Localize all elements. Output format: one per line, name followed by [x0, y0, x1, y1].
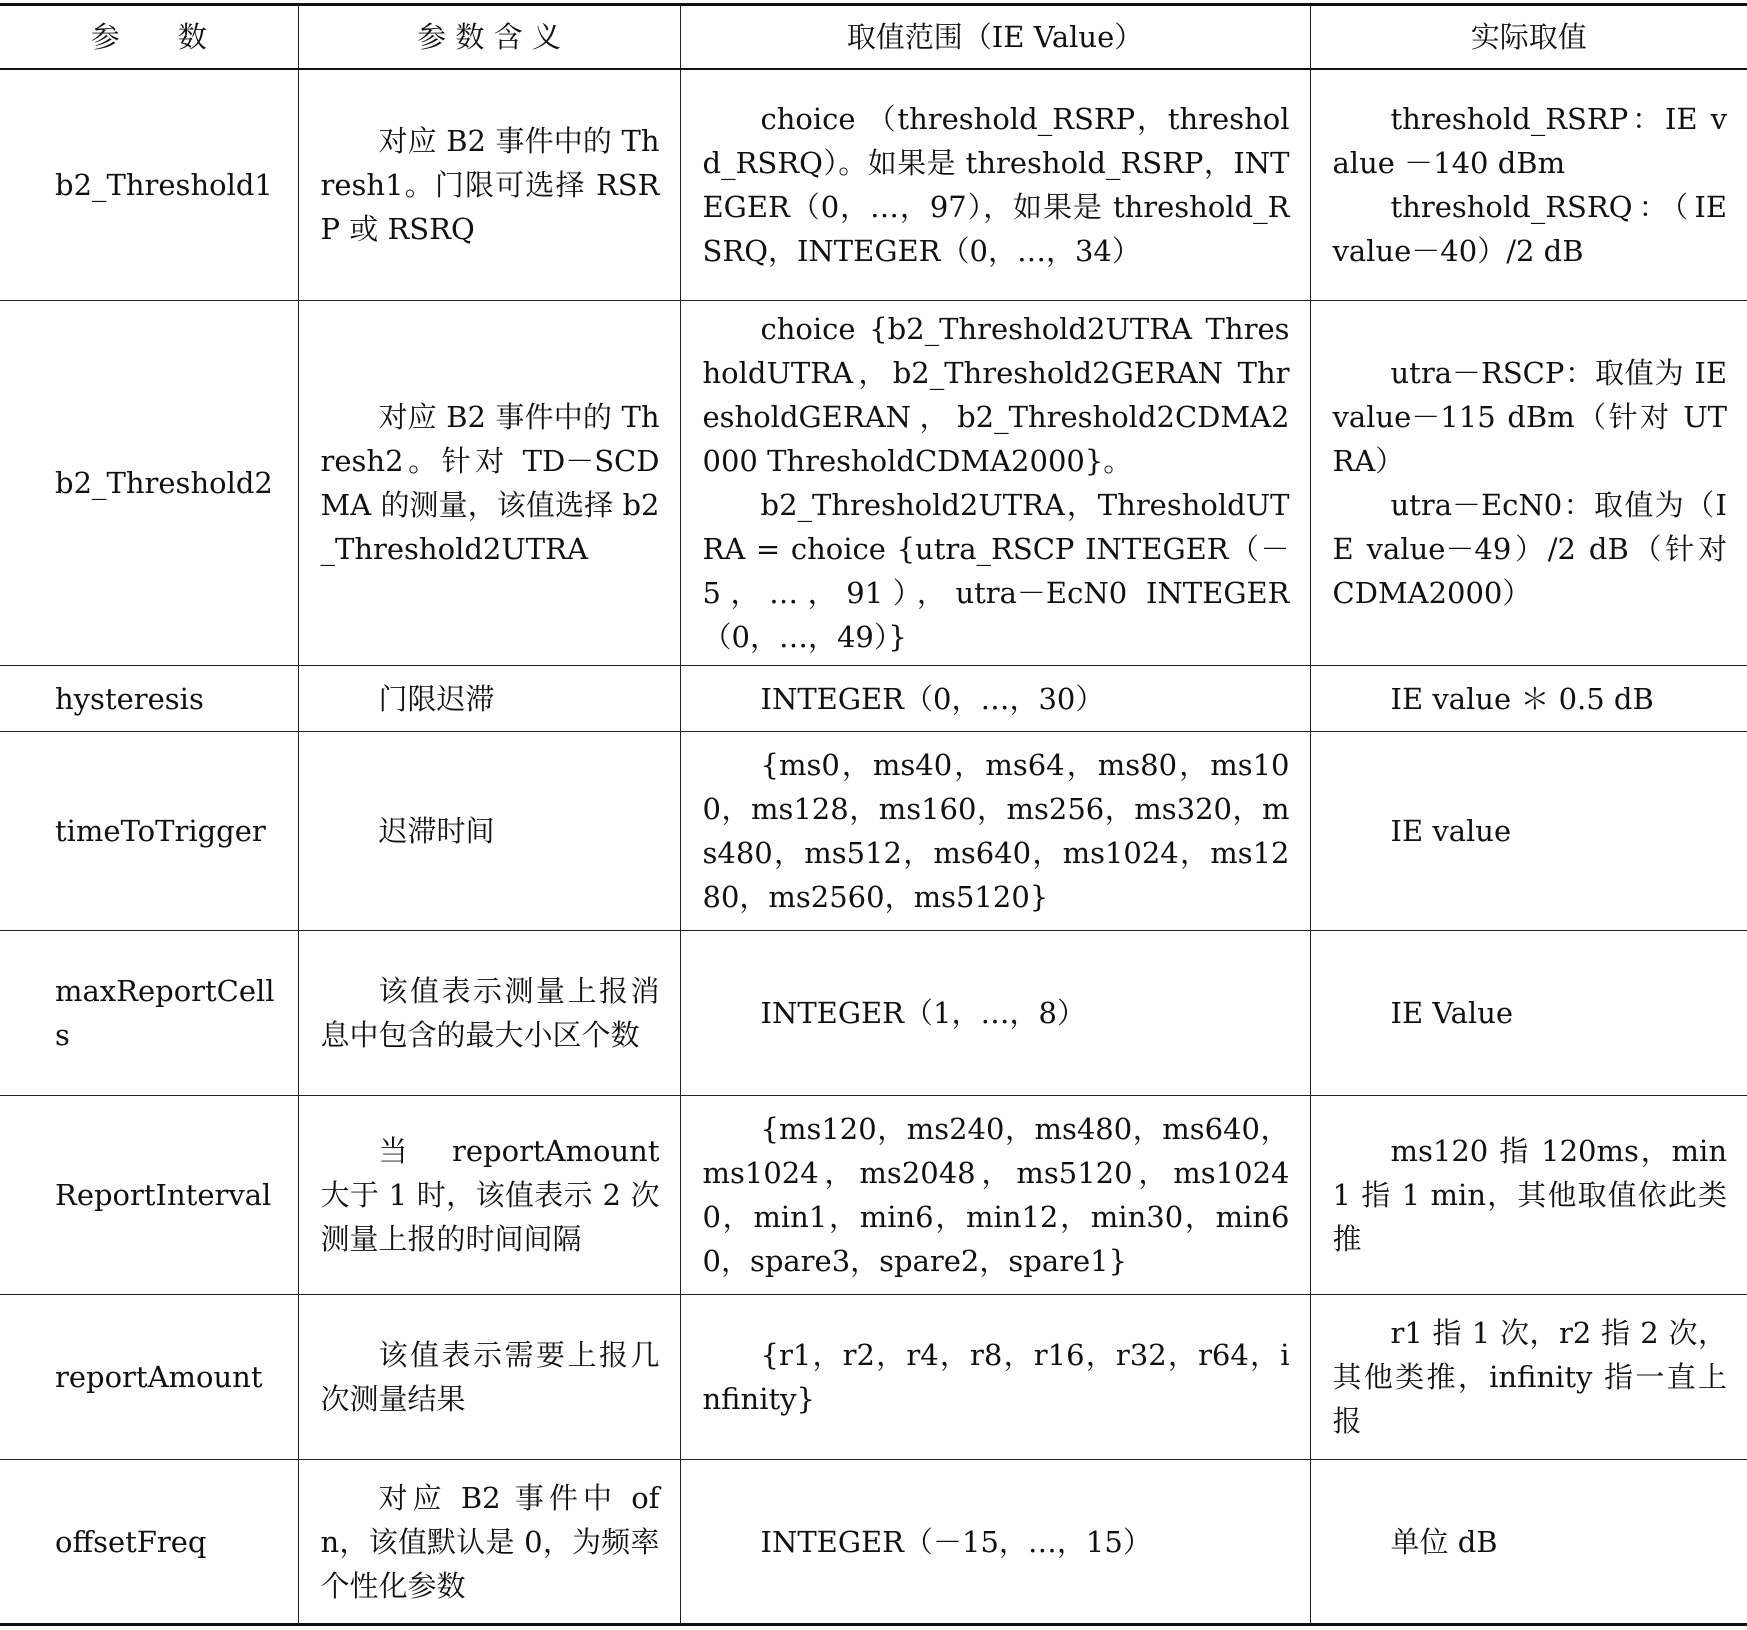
- param-range: [680, 1460, 1310, 1625]
- param-range: [680, 301, 1310, 666]
- param-meaning-text: 该值表示测量上报消息中包含的最大小区个数: [320, 974, 660, 1052]
- header-range: 取值范围（IE Value）: [680, 5, 1310, 69]
- param-actual: [1310, 931, 1747, 1096]
- param-name-text: b2_Threshold2: [55, 466, 273, 500]
- param-meaning-text: 该值表示需要上报几次测量结果: [320, 1338, 660, 1416]
- header-actual: 实际取值: [1310, 5, 1747, 69]
- param-name-text: b2_Threshold1: [55, 167, 273, 202]
- table-row: [0, 666, 1747, 732]
- param-range-text: INTEGER（1，…，8）: [760, 996, 1086, 1030]
- param-name: [0, 1460, 298, 1625]
- param-actual: [1310, 732, 1747, 931]
- param-range-text: choice （threshold_RSRP，threshold_RSRQ）。如果是 threshold_RSRP，INTEGER（0，…，97），如果是 threshold_RSRQ，INTEGER（0，…，34）: [702, 101, 1290, 268]
- param-actual-text: threshold_RSRQ：（IE value－40）/2 dB: [1332, 189, 1727, 268]
- param-actual: [1310, 1460, 1747, 1625]
- table-header-row: [0, 5, 1747, 69]
- param-meaning: [298, 666, 680, 732]
- param-name-text: offsetFreq: [55, 1524, 207, 1559]
- param-name: [0, 1295, 298, 1460]
- param-actual: [1310, 69, 1747, 301]
- param-name-text: timeToTrigger: [55, 814, 266, 848]
- param-meaning: [298, 69, 680, 301]
- param-actual-text: IE value ＊ 0.5 dB: [1390, 681, 1654, 716]
- param-name-text: reportAmount: [55, 1360, 263, 1394]
- param-range-text: {r1，r2，r4，r8，r16，r32，r64，infinity}: [702, 1338, 1290, 1416]
- parameter-table: [0, 3, 1747, 1626]
- param-range-text: INTEGER（0，…，30）: [760, 681, 1105, 716]
- table-row: [0, 931, 1747, 1096]
- param-meaning: [298, 931, 680, 1096]
- param-actual-text: IE value: [1390, 814, 1512, 848]
- param-actual-text: utra－EcN0：取值为（IE value－49）/2 dB（针对 CDMA2000）: [1332, 488, 1727, 610]
- param-actual-text: r1 指 1 次，r2 指 2 次，其他类推，infinity 指一直上报: [1332, 1316, 1727, 1438]
- table-row: [0, 1096, 1747, 1295]
- param-name-text: hysteresis: [55, 681, 204, 716]
- param-actual: [1310, 1295, 1747, 1460]
- param-meaning-text: 迟滞时间: [378, 814, 495, 848]
- param-actual: [1310, 301, 1747, 666]
- param-name-text: ReportInterval: [55, 1178, 272, 1212]
- param-meaning: [298, 301, 680, 666]
- param-name: [0, 732, 298, 931]
- param-actual-text: ms120 指 120ms，min1 指 1 min，其他取值依此类推: [1332, 1134, 1727, 1256]
- param-meaning-text: 对应 B2 事件中的 Thresh1。门限可选择 RSRP 或 RSRQ: [320, 123, 660, 246]
- header-param: 参 数: [0, 5, 298, 69]
- param-range: [680, 666, 1310, 732]
- param-name: [0, 666, 298, 732]
- param-meaning-text: 对应 B2 事件中的 Thresh2。针对 TD－SCDMA 的测量，该值选择 b2_Threshold2UTRA: [320, 400, 660, 566]
- param-name: [0, 1096, 298, 1295]
- param-meaning: [298, 732, 680, 931]
- param-range: [680, 69, 1310, 301]
- header-meaning: 参 数 含 义: [298, 5, 680, 69]
- param-actual: [1310, 1096, 1747, 1295]
- table-row: [0, 301, 1747, 666]
- param-range: [680, 1096, 1310, 1295]
- param-name: [0, 931, 298, 1096]
- table-row: [0, 69, 1747, 301]
- param-meaning-text: 门限迟滞: [378, 681, 495, 716]
- param-name: [0, 69, 298, 301]
- param-name: [0, 301, 298, 666]
- param-meaning-text: 对应 B2 事件中 ofn，该值默认是 0，为频率个性化参数: [320, 1480, 660, 1603]
- table-row: [0, 1460, 1747, 1625]
- table-row: [0, 1295, 1747, 1460]
- param-range: [680, 732, 1310, 931]
- param-meaning: [298, 1096, 680, 1295]
- param-range: [680, 1295, 1310, 1460]
- param-range-text: {ms0，ms40，ms64，ms80，ms100，ms128，ms160，ms256，ms320，ms480，ms512，ms640，ms1024，ms1280，ms2560，ms5120}: [702, 748, 1290, 914]
- param-actual: [1310, 666, 1747, 732]
- table-row: [0, 732, 1747, 931]
- param-range-text: choice {b2_Threshold2UTRA ThresholdUTRA，b2_Threshold2GERAN ThresholdGERAN，b2_Threshold2CDMA2000 ThresholdCDMA2000}。: [702, 312, 1290, 478]
- param-actual-text: threshold_RSRP：IE value －140 dBm: [1332, 101, 1727, 180]
- param-actual-text: IE Value: [1390, 996, 1514, 1030]
- param-meaning-text: 当 reportAmount 大于 1 时，该值表示 2 次测量上报的时间间隔: [320, 1134, 660, 1256]
- param-actual-text: utra－RSCP：取值为 IE value－115 dBm（针对 UTRA）: [1332, 356, 1727, 478]
- param-meaning: [298, 1295, 680, 1460]
- param-range-text: b2_Threshold2UTRA，ThresholdUTRA = choice {utra_RSCP INTEGER（－5，…，91），utra－EcN0 INTEGER（0，…，49）}: [702, 488, 1290, 654]
- param-range-text: INTEGER（－15，…，15）: [760, 1524, 1152, 1559]
- param-range: [680, 931, 1310, 1096]
- param-actual-text: 单位 dB: [1390, 1524, 1498, 1559]
- param-meaning: [298, 1460, 680, 1625]
- param-name-text: maxReportCells: [55, 974, 275, 1052]
- param-range-text: {ms120，ms240，ms480，ms640，ms1024，ms2048，ms5120，ms10240，min1，min6，min12，min30，min60，spare3，spare2，spare1}: [702, 1112, 1290, 1278]
